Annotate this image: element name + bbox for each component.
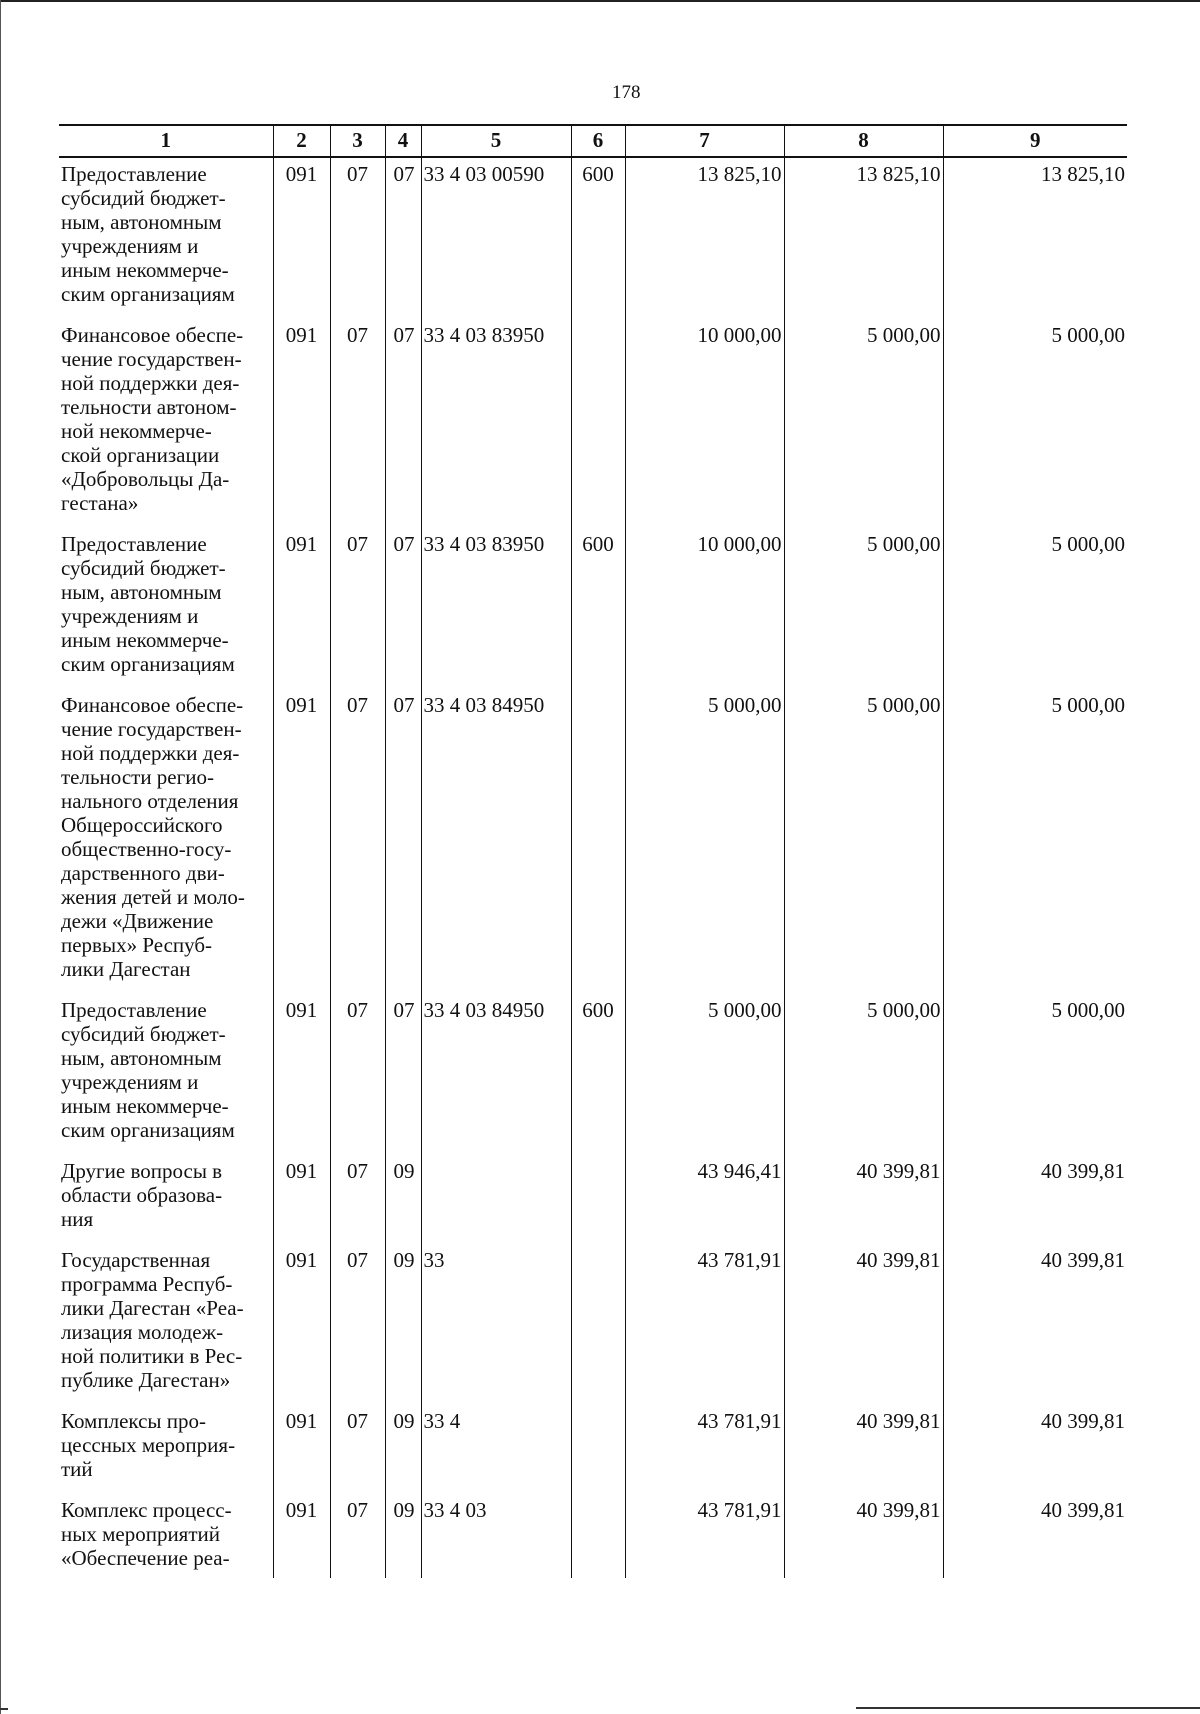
target-article-cell: 33 4 03 84950 xyxy=(421,994,571,1155)
row-name-cell xyxy=(59,1494,273,1578)
amount-year1-cell: 5 000,00 xyxy=(625,994,784,1155)
row-name-line: субсидий бюджет- xyxy=(61,556,226,580)
column-header-6: 6 xyxy=(571,125,625,157)
row-name-line: дарственного дви- xyxy=(61,861,225,885)
expense-type-cell xyxy=(571,1155,625,1244)
row-name-line: нального отделения xyxy=(61,789,239,813)
ministry-code-cell: 091 xyxy=(273,1155,330,1244)
row-name-line: чение государствен- xyxy=(61,347,242,371)
amount-year2-cell: 40 399,81 xyxy=(784,1244,943,1405)
section-code-cell: 07 xyxy=(330,1155,385,1244)
subsection-code-cell: 09 xyxy=(385,1494,421,1578)
column-header-2: 2 xyxy=(273,125,330,157)
row-name-line: учреждениям и xyxy=(61,604,199,628)
ministry-code-cell: 091 xyxy=(273,528,330,689)
row-name-line: иным некоммерче- xyxy=(61,1094,229,1118)
row-name-line: ния xyxy=(61,1207,94,1231)
target-article-cell: 33 xyxy=(421,1244,571,1405)
amount-year2-cell: 40 399,81 xyxy=(784,1155,943,1244)
row-name-line: лизация молодеж- xyxy=(61,1320,224,1344)
amount-year2-cell: 5 000,00 xyxy=(784,319,943,528)
row-name-line: ским организациям xyxy=(61,652,235,676)
row-name-cell xyxy=(59,1244,273,1405)
amount-year3-cell: 40 399,81 xyxy=(943,1494,1127,1578)
row-name-line: дежи «Движение xyxy=(61,909,214,933)
row-name-line: тельности регио- xyxy=(61,765,214,789)
row-name-line: общественно-госу- xyxy=(61,837,232,861)
ministry-code-cell: 091 xyxy=(273,157,330,319)
row-name-cell xyxy=(59,1405,273,1494)
page-number: 178 xyxy=(612,82,641,103)
ministry-code-cell: 091 xyxy=(273,1405,330,1494)
amount-year1-cell: 43 781,91 xyxy=(625,1244,784,1405)
subsection-code-cell: 09 xyxy=(385,1155,421,1244)
target-article-cell: 33 4 03 83950 xyxy=(421,319,571,528)
row-name-line: гестана» xyxy=(61,491,139,515)
page-top-border xyxy=(0,0,1200,2)
row-name-line: ским организациям xyxy=(61,1118,235,1142)
subsection-code-cell: 07 xyxy=(385,157,421,319)
row-name-line: публике Дагестан» xyxy=(61,1368,231,1392)
section-code-cell: 07 xyxy=(330,1244,385,1405)
amount-year1-cell: 43 946,41 xyxy=(625,1155,784,1244)
amount-year3-cell: 5 000,00 xyxy=(943,994,1127,1155)
row-name-line: ной поддержки дея- xyxy=(61,741,240,765)
page-bottom-mark-left xyxy=(0,1708,8,1710)
amount-year2-cell: 40 399,81 xyxy=(784,1494,943,1578)
row-name-line: ным, автономным xyxy=(61,210,222,234)
target-article-cell: 33 4 03 84950 xyxy=(421,689,571,994)
amount-year3-cell: 5 000,00 xyxy=(943,319,1127,528)
row-name-cell xyxy=(59,1155,273,1244)
row-name-line: области образова- xyxy=(61,1183,223,1207)
amount-year3-cell: 5 000,00 xyxy=(943,689,1127,994)
amount-year1-cell: 5 000,00 xyxy=(625,689,784,994)
expense-type-cell xyxy=(571,319,625,528)
amount-year2-cell: 40 399,81 xyxy=(784,1405,943,1494)
row-name-line: ной некоммерче- xyxy=(61,419,212,443)
column-header-5: 5 xyxy=(421,125,571,157)
amount-year1-cell: 43 781,91 xyxy=(625,1494,784,1578)
ministry-code-cell: 091 xyxy=(273,1494,330,1578)
amount-year2-cell: 5 000,00 xyxy=(784,528,943,689)
amount-year3-cell: 13 825,10 xyxy=(943,157,1127,319)
column-header-9: 9 xyxy=(943,125,1127,157)
row-name-line: Другие вопросы в xyxy=(61,1159,223,1183)
row-name-line: ской организации xyxy=(61,443,220,467)
expense-type-cell xyxy=(571,689,625,994)
ministry-code-cell: 091 xyxy=(273,319,330,528)
table-row xyxy=(59,319,1127,528)
expense-type-cell xyxy=(571,1494,625,1578)
amount-year1-cell: 13 825,10 xyxy=(625,157,784,319)
row-name-line: иным некоммерче- xyxy=(61,628,229,652)
row-name-line: субсидий бюджет- xyxy=(61,1022,226,1046)
expense-type-cell xyxy=(571,1244,625,1405)
table-row xyxy=(59,1155,1127,1244)
row-name-line: лики Дагестан xyxy=(61,957,191,981)
section-code-cell: 07 xyxy=(330,1405,385,1494)
row-name-line: программа Респуб- xyxy=(61,1272,233,1296)
amount-year2-cell: 13 825,10 xyxy=(784,157,943,319)
amount-year3-cell: 40 399,81 xyxy=(943,1155,1127,1244)
subsection-code-cell: 07 xyxy=(385,528,421,689)
ministry-code-cell: 091 xyxy=(273,1244,330,1405)
column-header-1: 1 xyxy=(59,125,273,157)
expense-type-cell: 600 xyxy=(571,157,625,319)
expense-type-cell: 600 xyxy=(571,994,625,1155)
row-name-line: Предоставление xyxy=(61,998,207,1022)
section-code-cell: 07 xyxy=(330,528,385,689)
amount-year1-cell: 10 000,00 xyxy=(625,528,784,689)
table-row xyxy=(59,528,1127,689)
amount-year1-cell: 43 781,91 xyxy=(625,1405,784,1494)
subsection-code-cell: 07 xyxy=(385,689,421,994)
target-article-cell xyxy=(421,1155,571,1244)
subsection-code-cell: 09 xyxy=(385,1244,421,1405)
table-row xyxy=(59,1494,1127,1578)
row-name-line: тельности автоном- xyxy=(61,395,237,419)
row-name-line: цессных мероприя- xyxy=(61,1433,236,1457)
subsection-code-cell: 07 xyxy=(385,319,421,528)
row-name-line: Комплексы про- xyxy=(61,1409,206,1433)
amount-year3-cell: 5 000,00 xyxy=(943,528,1127,689)
row-name-line: Комплекс процесс- xyxy=(61,1498,232,1522)
page-bottom-mark-right xyxy=(856,1707,1200,1709)
section-code-cell: 07 xyxy=(330,1494,385,1578)
table-row xyxy=(59,1405,1127,1494)
table-row xyxy=(59,1244,1127,1405)
amount-year3-cell: 40 399,81 xyxy=(943,1405,1127,1494)
amount-year3-cell: 40 399,81 xyxy=(943,1244,1127,1405)
row-name-line: ным, автономным xyxy=(61,1046,222,1070)
table-row xyxy=(59,157,1127,319)
subsection-code-cell: 07 xyxy=(385,994,421,1155)
row-name-cell xyxy=(59,319,273,528)
column-header-4: 4 xyxy=(385,125,421,157)
page-left-border xyxy=(0,0,1,1714)
amount-year2-cell: 5 000,00 xyxy=(784,689,943,994)
row-name-line: Финансовое обеспе- xyxy=(61,323,244,347)
column-header-7: 7 xyxy=(625,125,784,157)
section-code-cell: 07 xyxy=(330,994,385,1155)
row-name-line: ной политики в Рес- xyxy=(61,1344,243,1368)
column-header-8: 8 xyxy=(784,125,943,157)
budget-table-container xyxy=(59,124,1127,1578)
row-name-line: учреждениям и xyxy=(61,234,199,258)
row-name-line: «Добровольцы Да- xyxy=(61,467,230,491)
table-row xyxy=(59,689,1127,994)
row-name-line: тий xyxy=(61,1457,93,1481)
target-article-cell: 33 4 03 00590 xyxy=(421,157,571,319)
row-name-line: ной поддержки дея- xyxy=(61,371,240,395)
row-name-line: «Обеспечение реа- xyxy=(61,1546,230,1570)
budget-table xyxy=(59,124,1127,1578)
expense-type-cell xyxy=(571,1405,625,1494)
section-code-cell: 07 xyxy=(330,689,385,994)
ministry-code-cell: 091 xyxy=(273,689,330,994)
column-header-3: 3 xyxy=(330,125,385,157)
row-name-line: лики Дагестан «Реа- xyxy=(61,1296,244,1320)
amount-year1-cell: 10 000,00 xyxy=(625,319,784,528)
amount-year2-cell: 5 000,00 xyxy=(784,994,943,1155)
row-name-line: Государственная xyxy=(61,1248,211,1272)
section-code-cell: 07 xyxy=(330,157,385,319)
row-name-line: Предоставление xyxy=(61,532,207,556)
table-header-row xyxy=(59,125,1127,157)
row-name-line: ным, автономным xyxy=(61,580,222,604)
row-name-line: Предоставление xyxy=(61,162,207,186)
row-name-cell xyxy=(59,528,273,689)
row-name-line: жения детей и моло- xyxy=(61,885,245,909)
row-name-line: ных мероприятий xyxy=(61,1522,220,1546)
ministry-code-cell: 091 xyxy=(273,994,330,1155)
table-row xyxy=(59,994,1127,1155)
subsection-code-cell: 09 xyxy=(385,1405,421,1494)
row-name-line: Финансовое обеспе- xyxy=(61,693,244,717)
row-name-line: Общероссийского xyxy=(61,813,223,837)
target-article-cell: 33 4 03 83950 xyxy=(421,528,571,689)
row-name-cell xyxy=(59,157,273,319)
row-name-line: чение государствен- xyxy=(61,717,242,741)
row-name-line: субсидий бюджет- xyxy=(61,186,226,210)
row-name-line: учреждениям и xyxy=(61,1070,199,1094)
table-body xyxy=(59,157,1127,1578)
row-name-cell xyxy=(59,994,273,1155)
row-name-line: ским организациям xyxy=(61,282,235,306)
target-article-cell: 33 4 xyxy=(421,1405,571,1494)
target-article-cell: 33 4 03 xyxy=(421,1494,571,1578)
section-code-cell: 07 xyxy=(330,319,385,528)
expense-type-cell: 600 xyxy=(571,528,625,689)
row-name-cell xyxy=(59,689,273,994)
row-name-line: первых» Респуб- xyxy=(61,933,213,957)
row-name-line: иным некоммерче- xyxy=(61,258,229,282)
